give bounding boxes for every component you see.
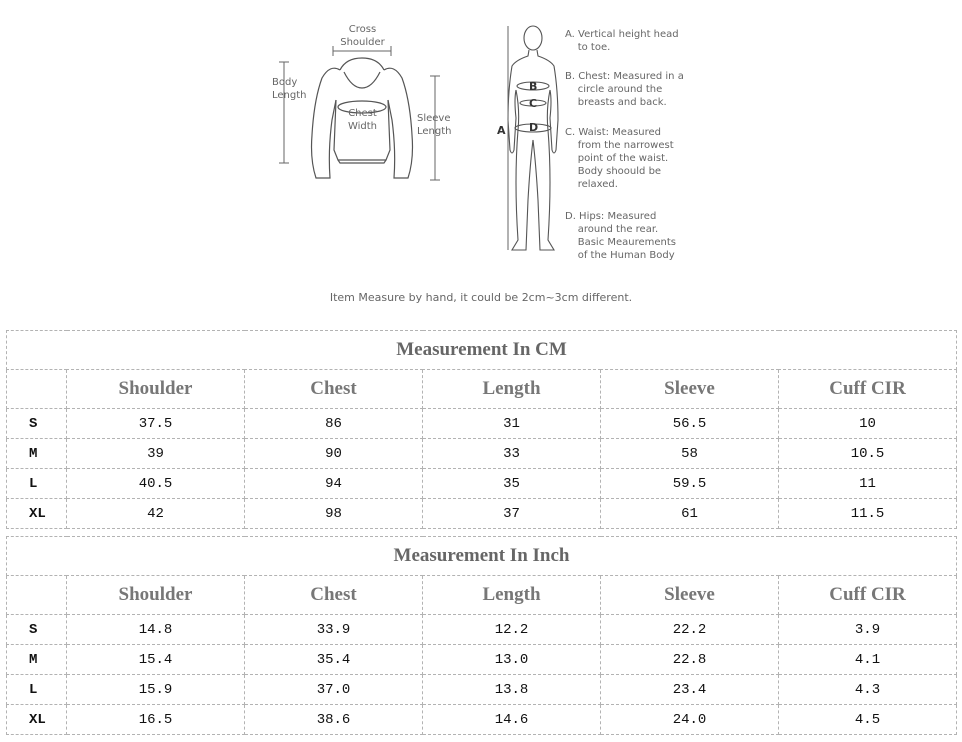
column-header: Length (423, 370, 601, 409)
body-figure-illustration (0, 0, 962, 290)
size-label: M (7, 439, 67, 469)
body-length-label: Body Length (272, 77, 307, 101)
value-cell: 42 (67, 499, 245, 529)
value-cell: 10.5 (779, 439, 957, 469)
value-cell: 98 (245, 499, 423, 529)
value-cell: 14.6 (423, 705, 601, 735)
value-cell: 38.6 (245, 705, 423, 735)
column-header: Sleeve (601, 370, 779, 409)
value-cell: 59.5 (601, 469, 779, 499)
sleeve-length-label: Sleeve Length (417, 113, 452, 137)
value-cell: 13.0 (423, 645, 601, 675)
cross-shoulder-label: Cross Shoulder (340, 24, 385, 48)
table-title: Measurement In Inch (7, 537, 957, 576)
table-title-row (7, 537, 957, 576)
size-label: S (7, 615, 67, 645)
note-d: D. Hips: Measured around the rear. Basic Meaurements of the Human Body (565, 211, 677, 261)
size-label: XL (7, 499, 67, 529)
table-row (7, 645, 957, 675)
value-cell: 61 (601, 499, 779, 529)
value-cell: 11 (779, 469, 957, 499)
table-row (7, 439, 957, 469)
value-cell: 4.1 (779, 645, 957, 675)
value-cell: 22.2 (601, 615, 779, 645)
size-label: M (7, 645, 67, 675)
note-a: A. Vertical height head to toe. (565, 29, 679, 53)
value-cell: 16.5 (67, 705, 245, 735)
value-cell: 12.2 (423, 615, 601, 645)
size-label: S (7, 409, 67, 439)
marker-b: B (529, 80, 538, 93)
note-b: B. Chest: Measured in a circle around the breasts and back. (565, 71, 684, 108)
value-cell: 13.8 (423, 675, 601, 705)
value-cell: 14.8 (67, 615, 245, 645)
column-header: Cuff CIR (779, 576, 957, 615)
measure-note: Item Measure by hand, it could be 2cm~3cm different. (329, 291, 633, 304)
column-header: Sleeve (601, 576, 779, 615)
header-row (7, 370, 957, 409)
value-cell: 4.3 (779, 675, 957, 705)
value-cell: 37.0 (245, 675, 423, 705)
chest-width-label: Chest Width (347, 108, 378, 132)
value-cell: 23.4 (601, 675, 779, 705)
column-header: Chest (245, 576, 423, 615)
header-row (7, 576, 957, 615)
value-cell: 37 (423, 499, 601, 529)
size-header (7, 576, 67, 615)
value-cell: 33.9 (245, 615, 423, 645)
cm-size-table (6, 330, 957, 529)
marker-c: C (529, 97, 538, 110)
size-label: L (7, 469, 67, 499)
value-cell: 94 (245, 469, 423, 499)
table-row (7, 705, 957, 735)
value-cell: 31 (423, 409, 601, 439)
value-cell: 39 (67, 439, 245, 469)
measurement-diagram (0, 0, 962, 320)
value-cell: 56.5 (601, 409, 779, 439)
value-cell: 22.8 (601, 645, 779, 675)
column-header: Length (423, 576, 601, 615)
inch-size-table (6, 536, 957, 735)
size-label: XL (7, 705, 67, 735)
value-cell: 35.4 (245, 645, 423, 675)
value-cell: 58 (601, 439, 779, 469)
table-title-row (7, 331, 957, 370)
value-cell: 11.5 (779, 499, 957, 529)
size-label: L (7, 675, 67, 705)
value-cell: 40.5 (67, 469, 245, 499)
table-row (7, 615, 957, 645)
table-row (7, 499, 957, 529)
value-cell: 35 (423, 469, 601, 499)
column-header: Cuff CIR (779, 370, 957, 409)
note-c: C. Waist: Measured from the narrowest point of the waist. Body shoould be relaxed. (565, 127, 674, 190)
table-row (7, 675, 957, 705)
value-cell: 86 (245, 409, 423, 439)
size-header (7, 370, 67, 409)
marker-d: D (529, 121, 539, 134)
column-header: Shoulder (67, 576, 245, 615)
table-row (7, 409, 957, 439)
value-cell: 15.4 (67, 645, 245, 675)
table-title: Measurement In CM (7, 331, 957, 370)
value-cell: 10 (779, 409, 957, 439)
value-cell: 4.5 (779, 705, 957, 735)
value-cell: 90 (245, 439, 423, 469)
marker-a: A (497, 124, 506, 137)
value-cell: 37.5 (67, 409, 245, 439)
value-cell: 24.0 (601, 705, 779, 735)
column-header: Chest (245, 370, 423, 409)
value-cell: 3.9 (779, 615, 957, 645)
table-row (7, 469, 957, 499)
value-cell: 33 (423, 439, 601, 469)
column-header: Shoulder (67, 370, 245, 409)
value-cell: 15.9 (67, 675, 245, 705)
